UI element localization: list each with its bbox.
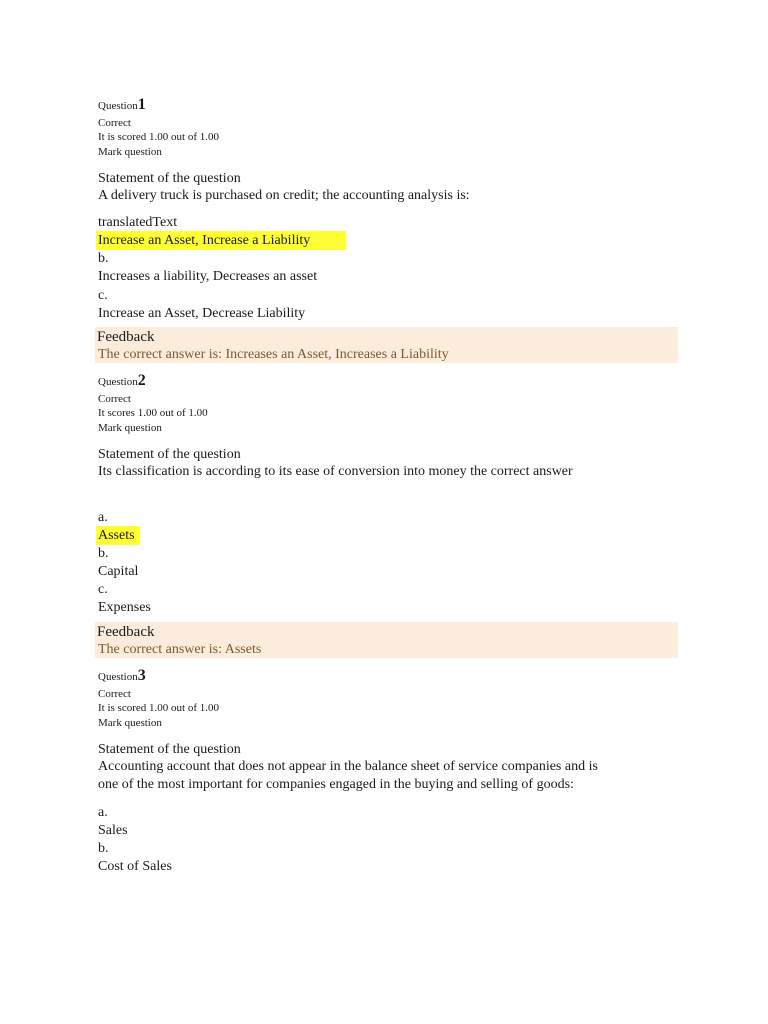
question-status: Correct <box>98 688 131 700</box>
question-statement: A delivery truck is purchased on credit; the accounting analysis is: <box>98 188 470 203</box>
option-label: a. <box>98 805 108 820</box>
question-prefix: Question <box>98 376 138 388</box>
option-text[interactable]: Sales <box>98 823 128 838</box>
question-prefix: Question <box>98 671 138 683</box>
option-text[interactable]: Capital <box>98 564 139 579</box>
question-score: It is scored 1.00 out of 1.00 <box>98 131 219 143</box>
option-text[interactable]: Increase an Asset, Decrease Liability <box>98 306 306 321</box>
mark-question-link[interactable]: Mark question <box>98 422 162 434</box>
option-text[interactable]: Increase an Asset, Increase a Liability <box>98 233 311 248</box>
mark-question-link[interactable]: Mark question <box>98 146 162 158</box>
option-label: c. <box>98 288 108 303</box>
feedback-text: The correct answer is: Assets <box>98 642 262 657</box>
mark-question-link[interactable]: Mark question <box>98 717 162 729</box>
option-label: b. <box>98 546 109 561</box>
feedback-box <box>95 327 678 363</box>
question-prefix: Question <box>98 100 138 112</box>
statement-title: Statement of the question <box>98 447 241 462</box>
question-statement-line: one of the most important for companies engaged in the buying and selling of goods: <box>98 777 574 792</box>
question-heading <box>98 374 146 389</box>
statement-title: Statement of the question <box>98 742 241 757</box>
feedback-title: Feedback <box>97 329 155 345</box>
question-number: 2 <box>137 372 146 389</box>
option-label: b. <box>98 251 109 266</box>
question-status: Correct <box>98 117 131 129</box>
question-number: 1 <box>137 96 146 113</box>
feedback-box <box>95 622 678 658</box>
option-label: c. <box>98 582 108 597</box>
statement-title: Statement of the question <box>98 171 241 186</box>
option-label: b. <box>98 841 109 856</box>
option-text[interactable]: Increases a liability, Decreases an asset <box>98 269 318 284</box>
question-status: Correct <box>98 393 131 405</box>
question-score: It is scored 1.00 out of 1.00 <box>98 702 219 714</box>
option-text[interactable]: Expenses <box>98 600 151 615</box>
feedback-text: The correct answer is: Increases an Asset, Increases a Liability <box>98 347 449 362</box>
question-statement-line: Accounting account that does not appear in the balance sheet of service companies and is <box>98 759 598 774</box>
option-label: a. <box>98 510 108 525</box>
question-heading <box>98 98 146 113</box>
question-score: It scores 1.00 out of 1.00 <box>98 407 208 419</box>
option-text[interactable]: Assets <box>98 528 135 543</box>
question-statement: Its classification is according to its ease of conversion into money the correct answer <box>98 464 573 479</box>
feedback-title: Feedback <box>97 624 155 640</box>
question-heading <box>98 669 146 684</box>
option-label: translatedText <box>98 215 178 230</box>
question-number: 3 <box>137 667 146 684</box>
option-text[interactable]: Cost of Sales <box>98 859 172 874</box>
